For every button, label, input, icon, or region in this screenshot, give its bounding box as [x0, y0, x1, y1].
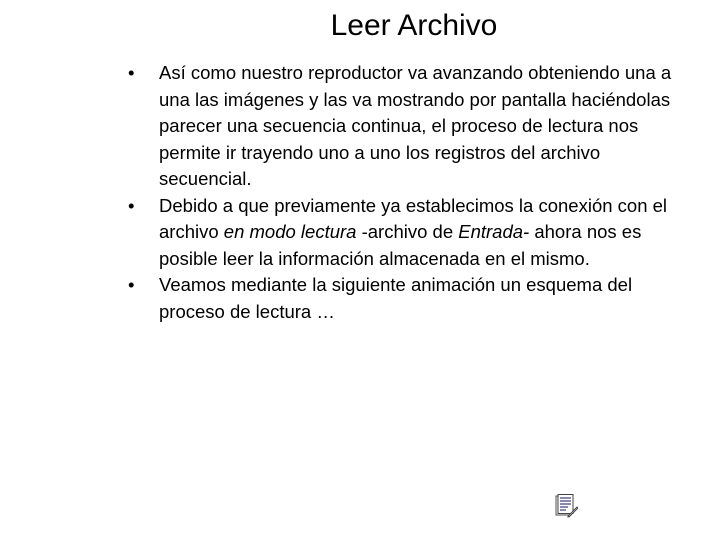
bullet-text: Debido a que previamente ya establecimos la conexión con el archivo	[159, 194, 668, 242]
bullet-emphasis-entrada: Entrada-	[458, 221, 530, 242]
bullet-marker: •	[128, 274, 135, 295]
slide-title: Leer Archivo	[330, 9, 498, 42]
bullet-text: Veamos mediante la siguiente animación un esquema del proceso de lectura …	[159, 274, 633, 322]
bullet-list	[128, 60, 694, 325]
bullet-text: Así como nuestro reproductor va avanzando obteniendo una a una las imágenes y las va mostrando por pantalla haciéndolas parecer una secuencia continua, el proceso de lectura nos permite ir trayendo uno a uno los registros del archivo secuencial.	[159, 62, 672, 189]
bullet-item-1	[128, 60, 694, 193]
document-note-icon[interactable]	[554, 494, 578, 518]
bullet-marker: •	[128, 62, 135, 83]
bullet-item-2	[128, 193, 694, 273]
bullet-item-3	[128, 272, 694, 325]
bullet-text: ahora nos es posible leer la información almacenada en el mismo.	[159, 221, 642, 269]
bullet-emphasis-mode: en modo lectura	[223, 221, 357, 242]
bullet-text: -archivo de	[356, 221, 459, 242]
bullet-marker: •	[128, 194, 135, 216]
